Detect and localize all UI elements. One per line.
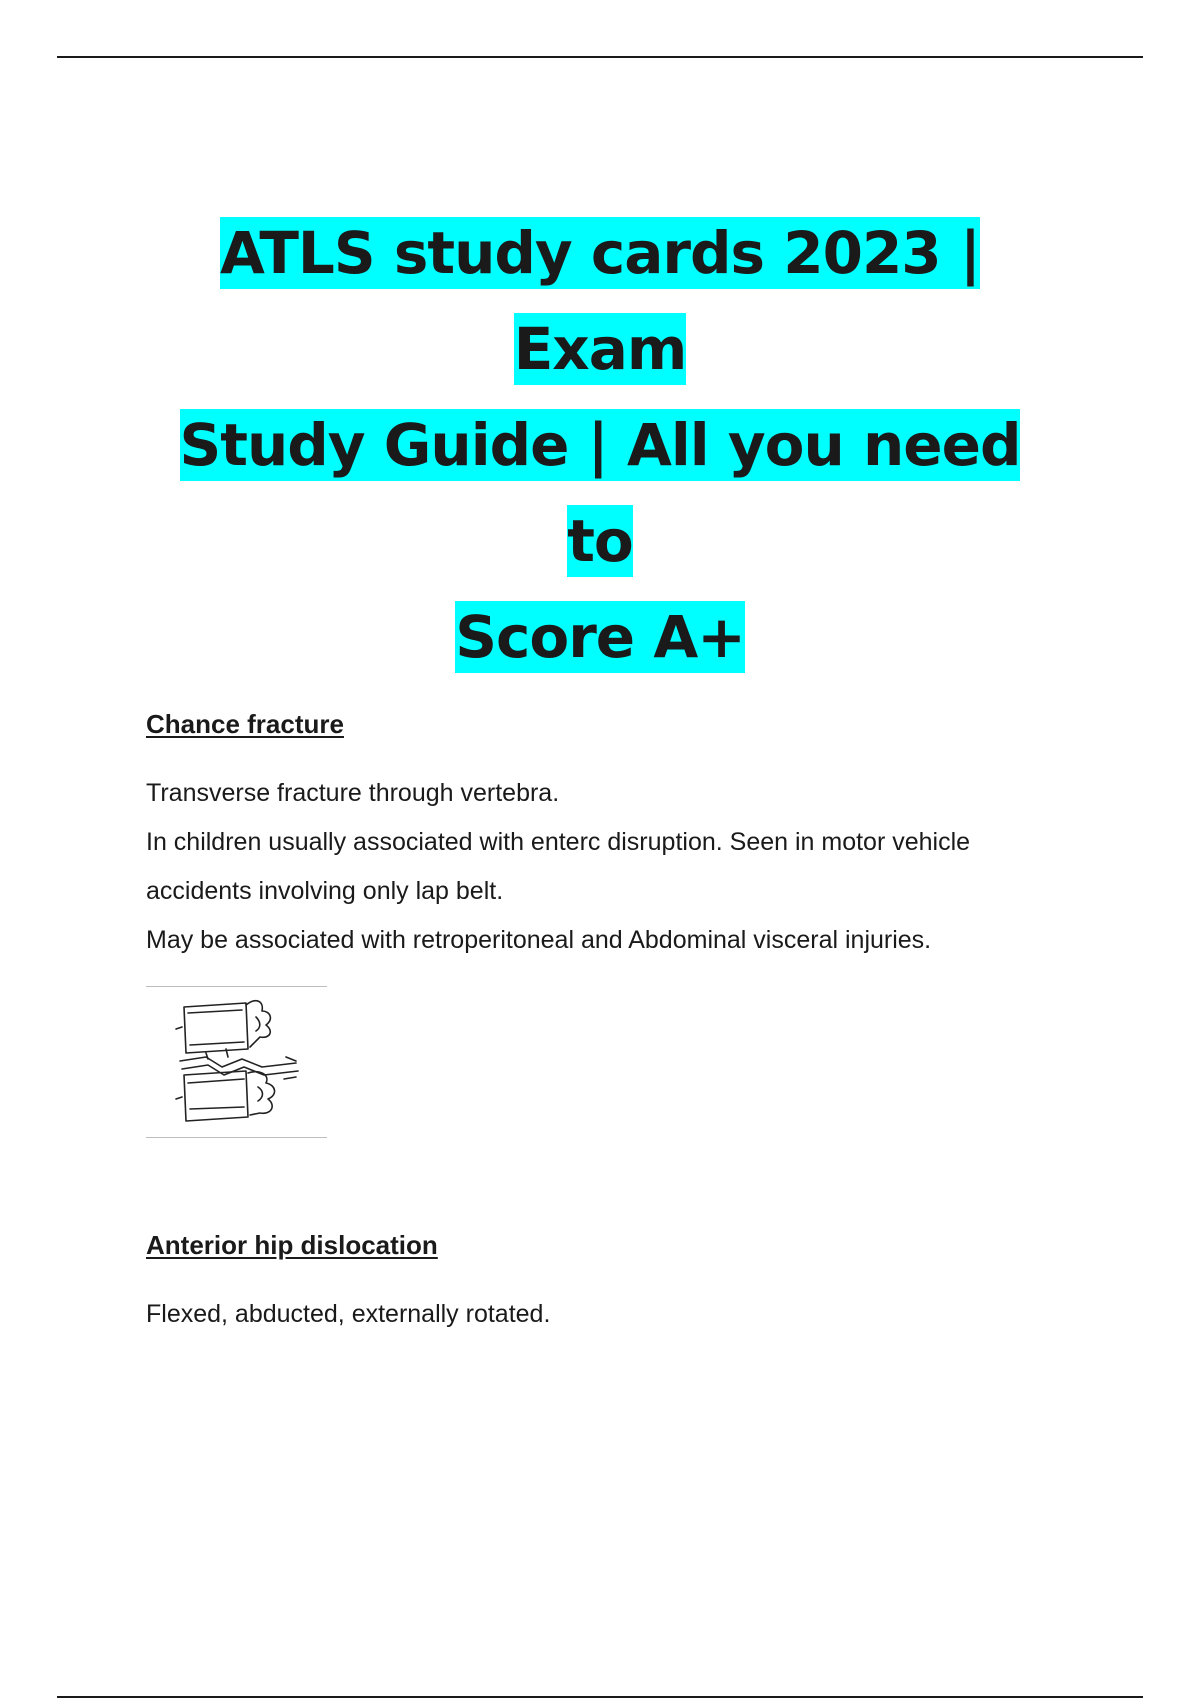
body-line: May be associated with retroperitoneal and Abdominal visceral injuries. <box>146 926 932 954</box>
body-line: Transverse fracture through vertebra. <box>146 779 560 807</box>
section-heading: Chance fracture <box>146 709 344 739</box>
section-heading: Anterior hip dislocation <box>146 1230 438 1260</box>
title-line-1: ATLS study cards 2023 | Exam <box>219 219 981 383</box>
section-body <box>146 769 1106 965</box>
section-anterior-hip-dislocation <box>146 1229 1106 1339</box>
section-body <box>146 1290 1106 1339</box>
header-rule <box>57 56 1143 58</box>
footer-rule <box>57 1696 1143 1698</box>
document-title <box>150 205 1050 685</box>
body-line: In children usually associated with enterc disruption. Seen in motor vehicle <box>146 828 971 856</box>
title-line-3: Score A+ <box>455 603 745 671</box>
body-line: accidents involving only lap belt. <box>146 877 504 905</box>
vertebra-fracture-sketch-icon <box>146 986 327 1138</box>
title-line-2: Study Guide | All you need to <box>179 411 1021 575</box>
body-line: Flexed, abducted, externally rotated. <box>146 1300 551 1328</box>
section-chance-fracture <box>146 708 1106 965</box>
